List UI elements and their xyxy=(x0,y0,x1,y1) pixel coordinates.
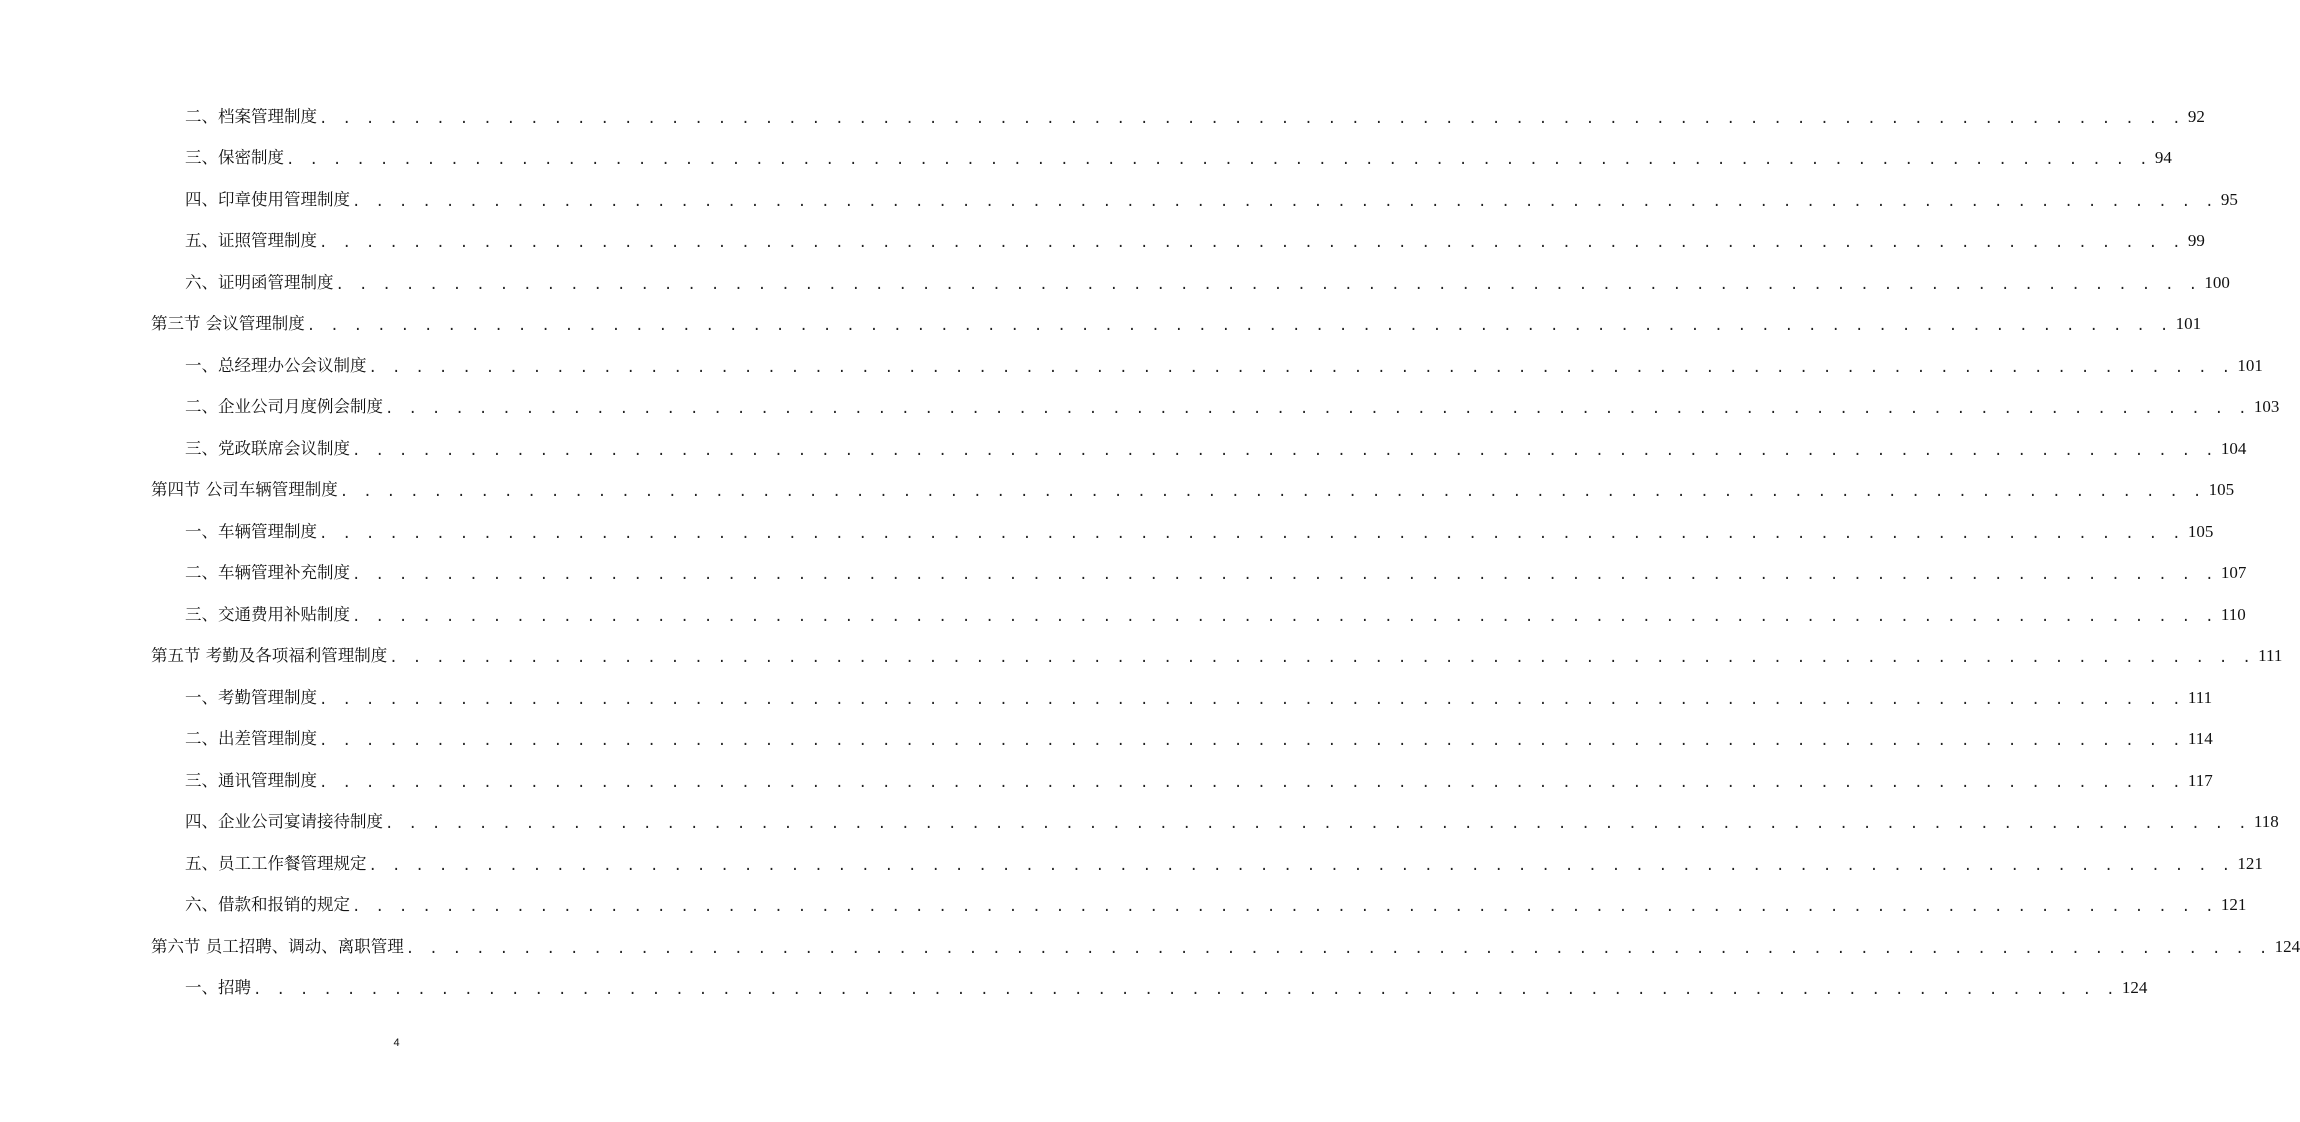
toc-entry[interactable] xyxy=(185,802,2279,844)
toc-entry-page: 124 xyxy=(2274,936,2300,956)
toc-entry[interactable] xyxy=(185,885,2247,927)
toc-entry-page: 117 xyxy=(2187,770,2213,790)
toc-entry-title: 六、证明函管理制度 xyxy=(185,272,334,292)
toc-entry[interactable] xyxy=(185,428,2247,470)
toc-entry-title: 二、车辆管理补充制度 xyxy=(185,563,350,583)
toc-entry-title: 三、通讯管理制度 xyxy=(185,770,317,790)
toc-dot-leader: . . . . . . . . . . . . . . . . . . . . . . . . . . . . . . . . . . . . . . . . . . . . . . . . . . . . . . . . . . . . . . . . . . . . . . . . . . . . . . . . xyxy=(352,193,2217,210)
toc-entry[interactable] xyxy=(185,179,2238,221)
toc-dot-leader: . . . . . . . . . . . . . . . . . . . . . . . . . . . . . . . . . . . . . . . . . . . . . . . . . . . . . . . . . . . . . . . . . . . . . . . . . . . . . . . . xyxy=(319,691,2184,708)
toc-entry-title: 五、证照管理制度 xyxy=(185,231,317,251)
toc-dot-leader: . . . . . . . . . . . . . . . . . . . . . . . . . . . . . . . . . . . . . . . . . . . . . . . . . . . . . . . . . . . . . . . . . . . . . . . . . . . . . . . . xyxy=(352,608,2217,625)
toc-entry[interactable] xyxy=(185,719,2213,761)
toc-dot-leader: . . . . . . . . . . . . . . . . . . . . . . . . . . . . . . . . . . . . . . . . . . . . . . . . . . . . . . . . . . . . . . . . . . . . . . . . . . . . . . . . xyxy=(405,940,2271,957)
toc-dot-leader: . . . . . . . . . . . . . . . . . . . . . . . . . . . . . . . . . . . . . . . . . . . . . . . . . . . . . . . . . . . . . . . . . . . . . . . . . . . . . . . . xyxy=(253,982,2118,999)
toc-dot-leader: . . . . . . . . . . . . . . . . . . . . . . . . . . . . . . . . . . . . . . . . . . . . . . . . . . . . . . . . . . . . . . . . . . . . . . . . . . . . . . . . xyxy=(306,318,2172,335)
toc-dot-leader: . . . . . . . . . . . . . . . . . . . . . . . . . . . . . . . . . . . . . . . . . . . . . . . . . . . . . . . . . . . . . . . . . . . . . . . . . . . . . . . . xyxy=(339,484,2205,501)
toc-dot-leader: . . . . . . . . . . . . . . . . . . . . . . . . . . . . . . . . . . . . . . . . . . . . . . . . . . . . . . . . . . . . . . . . . . . . . . . . . . . . . . . . xyxy=(319,235,2184,252)
toc-section-entry[interactable] xyxy=(151,926,2300,968)
toc-entry[interactable] xyxy=(185,345,2263,387)
toc-entry[interactable] xyxy=(185,968,2148,1010)
toc-entry-page: 121 xyxy=(2220,895,2247,915)
toc-entry-page: 110 xyxy=(2220,604,2246,624)
toc-entry-page: 92 xyxy=(2187,106,2205,126)
toc-entry-page: 101 xyxy=(2237,355,2263,375)
toc-entry-page: 105 xyxy=(2208,480,2235,500)
toc-entry-title: 二、企业公司月度例会制度 xyxy=(185,397,383,417)
toc-entry[interactable] xyxy=(185,138,2172,180)
toc-entry-title: 二、档案管理制度 xyxy=(185,106,317,126)
toc-section-entry[interactable] xyxy=(151,304,2202,346)
toc-dot-leader: . . . . . . . . . . . . . . . . . . . . . . . . . . . . . . . . . . . . . . . . . . . . . . . . . . . . . . . . . . . . . . . . . . . . . . . . . . . . . . . . xyxy=(286,152,2151,169)
toc-entry[interactable] xyxy=(185,594,2246,636)
page-number: 4 xyxy=(393,1037,400,1049)
toc-entry-page: 121 xyxy=(2237,853,2263,873)
toc-entry-page: 103 xyxy=(2253,397,2280,417)
toc-entry-title: 第六节 员工招聘、调动、离职管理 xyxy=(151,936,404,956)
toc-dot-leader: . . . . . . . . . . . . . . . . . . . . . . . . . . . . . . . . . . . . . . . . . . . . . . . . . . . . . . . . . . . . . . . . . . . . . . . . . . . . . . . . xyxy=(368,857,2234,874)
toc-section-entry[interactable] xyxy=(151,636,2283,678)
toc-dot-leader: . . . . . . . . . . . . . . . . . . . . . . . . . . . . . . . . . . . . . . . . . . . . . . . . . . . . . . . . . . . . . . . . . . . . . . . . . . . . . . . . xyxy=(319,774,2184,791)
toc-entry-title: 一、总经理办公会议制度 xyxy=(185,355,367,375)
toc-entry-page: 124 xyxy=(2121,978,2148,998)
toc-entry-page: 118 xyxy=(2253,812,2279,832)
toc-entry[interactable] xyxy=(185,221,2205,263)
toc-entry-title: 四、印章使用管理制度 xyxy=(185,189,350,209)
toc-dot-leader: . . . . . . . . . . . . . . . . . . . . . . . . . . . . . . . . . . . . . . . . . . . . . . . . . . . . . . . . . . . . . . . . . . . . . . . . . . . . . . . . xyxy=(385,816,2250,833)
toc-dot-leader: . . . . . . . . . . . . . . . . . . . . . . . . . . . . . . . . . . . . . . . . . . . . . . . . . . . . . . . . . . . . . . . . . . . . . . . . . . . . . . . . xyxy=(385,401,2250,418)
toc-entry[interactable] xyxy=(185,96,2205,138)
toc-entry-title: 一、车辆管理制度 xyxy=(185,521,317,541)
toc-entry[interactable] xyxy=(185,843,2263,885)
toc-entry[interactable] xyxy=(185,553,2247,595)
toc-entry-page: 105 xyxy=(2187,521,2214,541)
toc-entry-title: 第三节 会议管理制度 xyxy=(151,314,305,334)
toc-entry-title: 一、考勤管理制度 xyxy=(185,687,317,707)
toc-section-entry[interactable] xyxy=(151,470,2235,512)
toc-dot-leader: . . . . . . . . . . . . . . . . . . . . . . . . . . . . . . . . . . . . . . . . . . . . . . . . . . . . . . . . . . . . . . . . . . . . . . . . . . . . . . . . xyxy=(319,733,2184,750)
toc-entry-page: 104 xyxy=(2220,438,2247,458)
toc-dot-leader: . . . . . . . . . . . . . . . . . . . . . . . . . . . . . . . . . . . . . . . . . . . . . . . . . . . . . . . . . . . . . . . . . . . . . . . . . . . . . . . . xyxy=(389,650,2255,667)
toc-entry-page: 111 xyxy=(2187,687,2213,707)
toc-entry-title: 五、员工工作餐管理规定 xyxy=(185,853,367,873)
toc-entry-page: 99 xyxy=(2187,231,2205,251)
toc-entry-title: 三、交通费用补贴制度 xyxy=(185,604,350,624)
toc-entry-title: 三、保密制度 xyxy=(185,148,284,168)
toc-dot-leader: . . . . . . . . . . . . . . . . . . . . . . . . . . . . . . . . . . . . . . . . . . . . . . . . . . . . . . . . . . . . . . . . . . . . . . . . . . . . . . . . xyxy=(319,525,2184,542)
toc-dot-leader: . . . . . . . . . . . . . . . . . . . . . . . . . . . . . . . . . . . . . . . . . . . . . . . . . . . . . . . . . . . . . . . . . . . . . . . . . . . . . . . . xyxy=(352,567,2217,584)
toc-entry-title: 三、党政联席会议制度 xyxy=(185,438,350,458)
toc-entry-page: 94 xyxy=(2154,148,2172,168)
toc-entry-page: 101 xyxy=(2175,314,2202,334)
toc-entry[interactable] xyxy=(185,511,2214,553)
toc-entry-page: 100 xyxy=(2204,272,2230,292)
toc-entry-page: 114 xyxy=(2187,729,2213,749)
toc-dot-leader: . . . . . . . . . . . . . . . . . . . . . . . . . . . . . . . . . . . . . . . . . . . . . . . . . . . . . . . . . . . . . . . . . . . . . . . . . . . . . . . . xyxy=(335,276,2201,293)
toc-entry-title: 六、借款和报销的规定 xyxy=(185,895,350,915)
toc-entry[interactable] xyxy=(185,262,2230,304)
toc-dot-leader: . . . . . . . . . . . . . . . . . . . . . . . . . . . . . . . . . . . . . . . . . . . . . . . . . . . . . . . . . . . . . . . . . . . . . . . . . . . . . . . . xyxy=(352,899,2217,916)
toc-entry[interactable] xyxy=(185,677,2213,719)
toc-dot-leader: . . . . . . . . . . . . . . . . . . . . . . . . . . . . . . . . . . . . . . . . . . . . . . . . . . . . . . . . . . . . . . . . . . . . . . . . . . . . . . . . xyxy=(319,110,2184,127)
toc-entry-page: 95 xyxy=(2220,189,2238,209)
toc-entry-title: 四、企业公司宴请接待制度 xyxy=(185,812,383,832)
toc-entry-page: 107 xyxy=(2220,563,2247,583)
toc-entry-title: 二、出差管理制度 xyxy=(185,729,317,749)
toc-entry[interactable] xyxy=(185,760,2213,802)
toc-entry-page: 111 xyxy=(2258,646,2283,666)
toc-dot-leader: . . . . . . . . . . . . . . . . . . . . . . . . . . . . . . . . . . . . . . . . . . . . . . . . . . . . . . . . . . . . . . . . . . . . . . . . . . . . . . . . xyxy=(352,442,2217,459)
toc-dot-leader: . . . . . . . . . . . . . . . . . . . . . . . . . . . . . . . . . . . . . . . . . . . . . . . . . . . . . . . . . . . . . . . . . . . . . . . . . . . . . . . . xyxy=(368,359,2234,376)
toc-entry-title: 第四节 公司车辆管理制度 xyxy=(151,480,338,500)
toc-entry[interactable] xyxy=(185,387,2280,429)
toc-entry-title: 一、招聘 xyxy=(185,978,251,998)
toc-entry-title: 第五节 考勤及各项福利管理制度 xyxy=(151,646,388,666)
